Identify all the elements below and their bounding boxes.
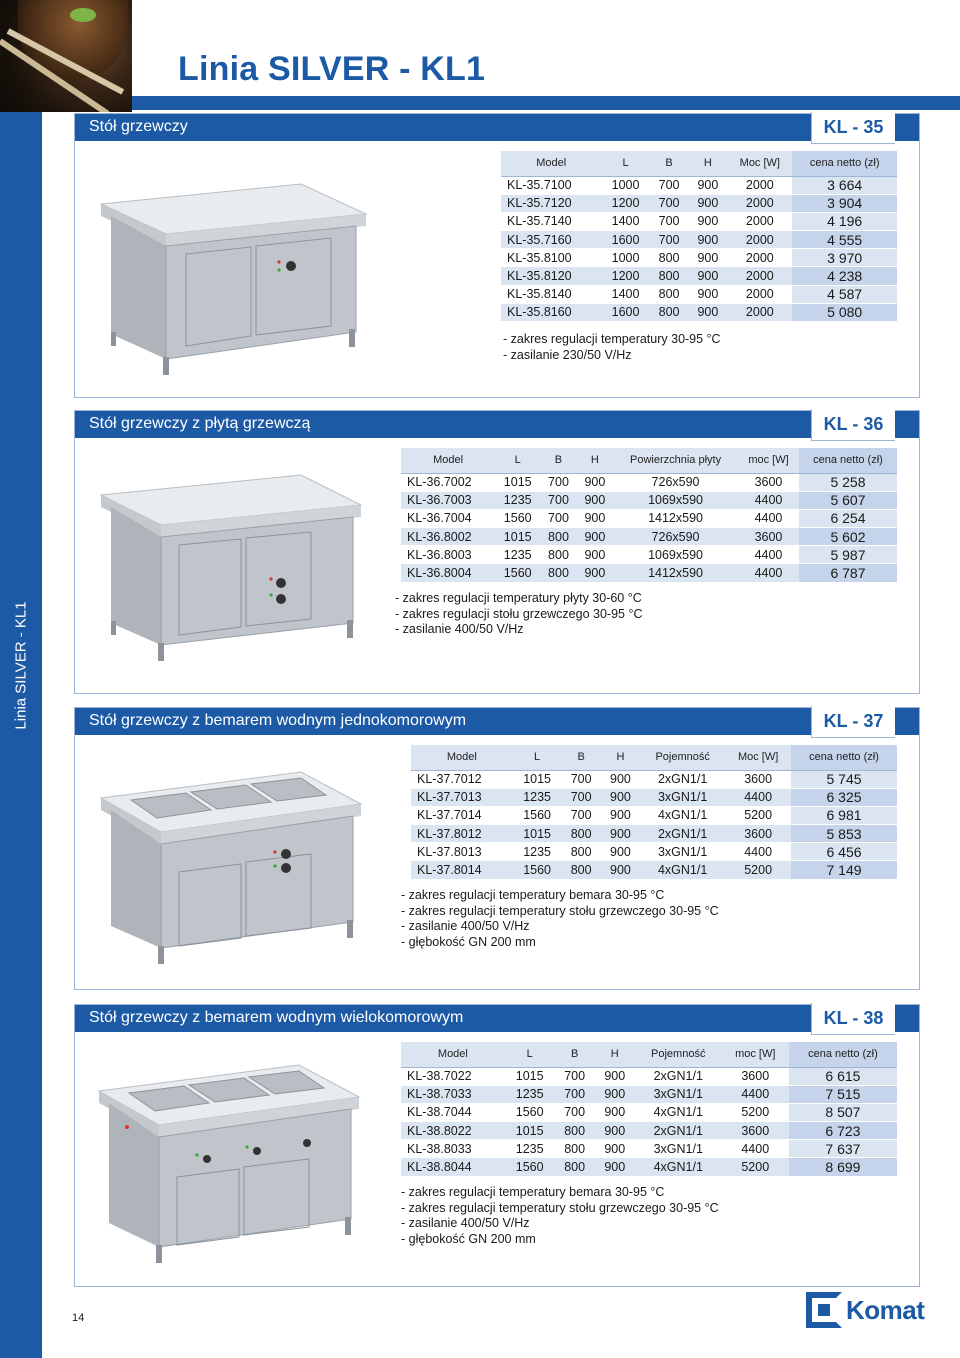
col-header: H (595, 1042, 635, 1067)
cell: 3600 (738, 528, 799, 546)
cell: 800 (540, 564, 576, 582)
product-image-heated-table (91, 154, 391, 389)
cell: 5200 (722, 1158, 789, 1176)
cell: 4400 (722, 1140, 789, 1158)
cell: 1015 (495, 528, 540, 546)
note: - zasilanie 400/50 V/Hz (401, 1216, 530, 1230)
cell: 1560 (505, 1158, 555, 1176)
cell-model: KL-36.7004 (401, 509, 495, 527)
note: - zakres regulacji temperatury płyty 30-60 °C (395, 591, 642, 605)
cell-price: 6 325 (791, 788, 897, 806)
table-row (411, 788, 897, 806)
cell-model: KL-35.7100 (501, 176, 601, 194)
col-header: H (601, 745, 640, 770)
cell: 800 (562, 825, 601, 843)
note: - zasilanie 230/50 V/Hz (503, 347, 632, 362)
section-title: Stół grzewczy z bemarem wodnym wielokomorowym (89, 1009, 464, 1026)
cell: 700 (562, 806, 601, 824)
product-image-bain-marie-multi (89, 1051, 389, 1281)
komat-logo-icon (806, 1292, 842, 1328)
cell-model: KL-35.8100 (501, 249, 601, 267)
cell: 1600 (601, 303, 649, 321)
cell: 4400 (738, 564, 799, 582)
cell: 800 (555, 1158, 595, 1176)
cell-price: 8 699 (789, 1158, 897, 1176)
spec-table (411, 745, 897, 880)
cell: 5200 (725, 806, 791, 824)
note: - zakres regulacji temperatury bemara 30-95 °C (401, 888, 665, 902)
cell: 1412x590 (613, 509, 738, 527)
cell: 1000 (601, 249, 649, 267)
cell: 2xGN1/1 (640, 825, 725, 843)
spec-table (501, 151, 897, 322)
table-row (401, 491, 897, 509)
cell: 1235 (513, 843, 562, 861)
cell: 1560 (505, 1103, 555, 1121)
cell: 900 (688, 249, 727, 267)
cell: 5200 (725, 861, 791, 879)
brand-logo (806, 1292, 924, 1328)
cell: 1015 (513, 770, 562, 788)
cell: 4400 (738, 546, 799, 564)
note: - zakres regulacji stołu grzewczego 30-95 °C (395, 606, 643, 621)
table-row (401, 509, 897, 527)
cell-model: KL-38.8022 (401, 1122, 505, 1140)
cell-price: 6 456 (791, 843, 897, 861)
cell-price: 8 507 (789, 1103, 897, 1121)
cell: 700 (650, 176, 689, 194)
section-header (75, 1005, 919, 1032)
cell: 700 (562, 788, 601, 806)
cell: 1200 (601, 194, 649, 212)
cell: 1412x590 (613, 564, 738, 582)
cell: 3600 (722, 1067, 789, 1085)
cell: 1560 (495, 564, 540, 582)
cell-price: 4 587 (792, 285, 897, 303)
cell: 2xGN1/1 (640, 770, 725, 788)
cell: 726x590 (613, 473, 738, 491)
table-row (501, 194, 897, 212)
cell: 5200 (722, 1103, 789, 1121)
col-header: B (562, 745, 601, 770)
cell-model: KL-35.7160 (501, 231, 601, 249)
table-row (401, 1103, 897, 1121)
cell-model: KL-38.7033 (401, 1085, 505, 1103)
notes-list (401, 1185, 719, 1247)
cell-price: 4 555 (792, 231, 897, 249)
col-header: H (688, 151, 727, 176)
table-row (401, 1122, 897, 1140)
section-code-badge: KL - 37 (811, 706, 895, 738)
table-row (501, 303, 897, 321)
cell: 800 (555, 1122, 595, 1140)
section-title: Stół grzewczy z bemarem wodnym jednokomorowym (89, 712, 467, 729)
cell: 2xGN1/1 (635, 1122, 722, 1140)
cell: 900 (601, 788, 640, 806)
cell-price: 6 615 (789, 1067, 897, 1085)
col-header: Model (411, 745, 513, 770)
cell-price: 6 254 (799, 509, 897, 527)
cell: 700 (562, 770, 601, 788)
col-header: cena netto (zł) (799, 448, 897, 473)
cell: 3600 (725, 770, 791, 788)
cell: 900 (688, 194, 727, 212)
cell: 4xGN1/1 (635, 1158, 722, 1176)
col-header: Pojemność (640, 745, 725, 770)
notes-list (395, 591, 642, 638)
cell: 900 (577, 473, 613, 491)
sidebar-vertical-label: Linia SILVER - KL1 (12, 600, 30, 730)
col-header: B (540, 448, 576, 473)
col-header: moc [W] (722, 1042, 789, 1067)
cell: 700 (540, 491, 576, 509)
cell: 3xGN1/1 (635, 1085, 722, 1103)
section-kl38 (74, 1004, 920, 1287)
col-header: cena netto (zł) (792, 151, 897, 176)
col-header: B (650, 151, 689, 176)
cell: 900 (601, 861, 640, 879)
cell: 700 (555, 1103, 595, 1121)
cell: 900 (595, 1122, 635, 1140)
cell: 2000 (727, 249, 792, 267)
cell-price: 4 196 (792, 212, 897, 230)
table-row (401, 473, 897, 491)
cell: 1600 (601, 231, 649, 249)
cell: 800 (650, 303, 689, 321)
col-header: H (577, 448, 613, 473)
cell-model: KL-37.7013 (411, 788, 513, 806)
table-row (501, 212, 897, 230)
section-title: Stół grzewczy (89, 118, 188, 135)
cell: 1069x590 (613, 491, 738, 509)
table-row (501, 249, 897, 267)
cell: 800 (650, 249, 689, 267)
cell-price: 3 904 (792, 194, 897, 212)
note: - głębokość GN 200 mm (401, 1231, 536, 1246)
table-row (411, 825, 897, 843)
note: - zasilanie 400/50 V/Hz (401, 919, 530, 933)
page-number: 14 (72, 1312, 85, 1324)
cell-price: 6 787 (799, 564, 897, 582)
section-code-badge: KL - 36 (811, 409, 895, 441)
col-header: Moc [W] (727, 151, 792, 176)
cell-model: KL-36.7002 (401, 473, 495, 491)
cell: 900 (595, 1158, 635, 1176)
cell-model: KL-36.7003 (401, 491, 495, 509)
cell: 900 (601, 843, 640, 861)
cell: 900 (601, 806, 640, 824)
cell-price: 5 853 (791, 825, 897, 843)
cell: 1400 (601, 212, 649, 230)
cell: 3xGN1/1 (640, 843, 725, 861)
section-code-badge: KL - 38 (811, 1003, 895, 1035)
section-title: Stół grzewczy z płytą grzewczą (89, 415, 311, 432)
cell: 900 (688, 212, 727, 230)
note: - zakres regulacji temperatury 30-95 °C (503, 332, 721, 346)
note: - zakres regulacji temperatury stołu grzewczego 30-95 °C (401, 903, 719, 918)
table-row (411, 843, 897, 861)
cell: 700 (555, 1067, 595, 1085)
cell: 900 (595, 1140, 635, 1158)
cell-model: KL-37.7014 (411, 806, 513, 824)
table-row (411, 861, 897, 879)
cell-model: KL-38.7022 (401, 1067, 505, 1085)
note: - głębokość GN 200 mm (401, 934, 536, 949)
table-row (501, 285, 897, 303)
table-row (401, 1158, 897, 1176)
cell: 800 (540, 546, 576, 564)
section-header (75, 114, 919, 141)
col-header: Moc [W] (725, 745, 791, 770)
table-row (411, 806, 897, 824)
cell: 1400 (601, 285, 649, 303)
cell-model: KL-38.7044 (401, 1103, 505, 1121)
cell: 900 (577, 564, 613, 582)
cell-price: 5 987 (799, 546, 897, 564)
cell: 900 (688, 303, 727, 321)
cell: 900 (577, 546, 613, 564)
cell-price: 6 981 (791, 806, 897, 824)
cell: 800 (650, 285, 689, 303)
cell: 800 (650, 267, 689, 285)
cell: 2000 (727, 212, 792, 230)
cell: 3xGN1/1 (635, 1140, 722, 1158)
cell: 900 (577, 528, 613, 546)
cell: 900 (577, 491, 613, 509)
cell-model: KL-37.8014 (411, 861, 513, 879)
col-header: Pojemność (635, 1042, 722, 1067)
cell-price: 5 258 (799, 473, 897, 491)
cell: 4xGN1/1 (640, 861, 725, 879)
cell-price: 7 515 (789, 1085, 897, 1103)
col-header: B (555, 1042, 595, 1067)
cell: 4400 (725, 788, 791, 806)
cell: 2000 (727, 176, 792, 194)
table-row (401, 564, 897, 582)
cell: 800 (555, 1140, 595, 1158)
cell-price: 5 080 (792, 303, 897, 321)
cell-model: KL-36.8002 (401, 528, 495, 546)
section-header (75, 708, 919, 735)
product-image-bain-marie-single (91, 758, 391, 983)
cell: 726x590 (613, 528, 738, 546)
cell: 900 (688, 176, 727, 194)
section-header (75, 411, 919, 438)
cell: 1235 (495, 546, 540, 564)
cell-model: KL-36.8003 (401, 546, 495, 564)
cell-price: 5 745 (791, 770, 897, 788)
cell-model: KL-36.8004 (401, 564, 495, 582)
cell: 900 (601, 770, 640, 788)
cell-model: KL-35.7120 (501, 194, 601, 212)
cell: 700 (650, 194, 689, 212)
cell: 3600 (722, 1122, 789, 1140)
table-row (401, 1085, 897, 1103)
cell-price: 6 723 (789, 1122, 897, 1140)
table-row (501, 231, 897, 249)
cell-price: 4 238 (792, 267, 897, 285)
cell-model: KL-35.8120 (501, 267, 601, 285)
table-row (501, 176, 897, 194)
cell: 1015 (505, 1067, 555, 1085)
col-header: Model (401, 448, 495, 473)
note: - zakres regulacji temperatury bemara 30-95 °C (401, 1185, 665, 1199)
cell-model: KL-38.8044 (401, 1158, 505, 1176)
section-kl37 (74, 707, 920, 990)
cell: 4xGN1/1 (640, 806, 725, 824)
col-header: cena netto (zł) (791, 745, 897, 770)
product-image-hotplate-table (91, 455, 391, 680)
cell: 1000 (601, 176, 649, 194)
spec-table (401, 1042, 897, 1177)
cell: 4400 (738, 509, 799, 527)
cell-price: 5 602 (799, 528, 897, 546)
col-header: cena netto (zł) (789, 1042, 897, 1067)
cell: 4400 (725, 843, 791, 861)
table-row (401, 546, 897, 564)
section-kl36 (74, 410, 920, 694)
cell: 3xGN1/1 (640, 788, 725, 806)
cell: 1015 (495, 473, 540, 491)
spec-table (401, 448, 897, 583)
table-row (401, 528, 897, 546)
cell: 800 (562, 861, 601, 879)
cell-price: 7 637 (789, 1140, 897, 1158)
cell: 2000 (727, 303, 792, 321)
cell: 800 (562, 843, 601, 861)
col-header: L (495, 448, 540, 473)
cell: 1235 (505, 1085, 555, 1103)
cell-price: 3 970 (792, 249, 897, 267)
cell: 900 (688, 285, 727, 303)
cell: 2000 (727, 231, 792, 249)
cell-model: KL-35.8160 (501, 303, 601, 321)
brand-wordmark: Komat (846, 1294, 925, 1325)
cell: 4400 (722, 1085, 789, 1103)
cell: 1560 (513, 861, 562, 879)
food-photo (0, 0, 132, 112)
col-header: L (505, 1042, 555, 1067)
col-header: Powierzchnia płyty (613, 448, 738, 473)
cell-model: KL-37.7012 (411, 770, 513, 788)
table-row (401, 1140, 897, 1158)
cell: 700 (650, 212, 689, 230)
cell: 900 (595, 1067, 635, 1085)
cell: 700 (650, 231, 689, 249)
cell: 4400 (738, 491, 799, 509)
note: - zakres regulacji temperatury stołu grzewczego 30-95 °C (401, 1200, 719, 1215)
cell: 3600 (738, 473, 799, 491)
cell-model: KL-37.8012 (411, 825, 513, 843)
section-kl35 (74, 113, 920, 398)
cell: 3600 (725, 825, 791, 843)
cell: 1200 (601, 267, 649, 285)
cell: 1235 (495, 491, 540, 509)
cell: 4xGN1/1 (635, 1103, 722, 1121)
cell-model: KL-35.8140 (501, 285, 601, 303)
cell: 1015 (513, 825, 562, 843)
header-bar (132, 96, 960, 110)
note: - zasilanie 400/50 V/Hz (395, 622, 524, 636)
cell-model: KL-38.8033 (401, 1140, 505, 1158)
cell: 2xGN1/1 (635, 1067, 722, 1085)
col-header: Model (501, 151, 601, 176)
cell: 700 (555, 1085, 595, 1103)
cell: 2000 (727, 285, 792, 303)
cell: 900 (595, 1103, 635, 1121)
section-code-badge: KL - 35 (811, 112, 895, 144)
cell: 1235 (513, 788, 562, 806)
cell-model: KL-35.7140 (501, 212, 601, 230)
cell: 1015 (505, 1122, 555, 1140)
col-header: moc [W] (738, 448, 799, 473)
cell: 1560 (495, 509, 540, 527)
cell: 900 (601, 825, 640, 843)
table-row (501, 267, 897, 285)
table-row (401, 1067, 897, 1085)
notes-list (401, 888, 719, 950)
cell-price: 7 149 (791, 861, 897, 879)
cell: 700 (540, 509, 576, 527)
notes-list (503, 332, 721, 363)
cell-price: 5 607 (799, 491, 897, 509)
cell: 900 (595, 1085, 635, 1103)
cell: 1069x590 (613, 546, 738, 564)
cell: 700 (540, 473, 576, 491)
cell: 2000 (727, 194, 792, 212)
cell: 900 (688, 231, 727, 249)
cell-model: KL-37.8013 (411, 843, 513, 861)
cell: 900 (688, 267, 727, 285)
cell: 2000 (727, 267, 792, 285)
cell: 1560 (513, 806, 562, 824)
col-header: L (601, 151, 649, 176)
col-header: L (513, 745, 562, 770)
cell: 900 (577, 509, 613, 527)
col-header: Model (401, 1042, 505, 1067)
cell-price: 3 664 (792, 176, 897, 194)
table-row (411, 770, 897, 788)
page-title: Linia SILVER - KL1 (178, 50, 486, 88)
cell: 800 (540, 528, 576, 546)
cell: 1235 (505, 1140, 555, 1158)
